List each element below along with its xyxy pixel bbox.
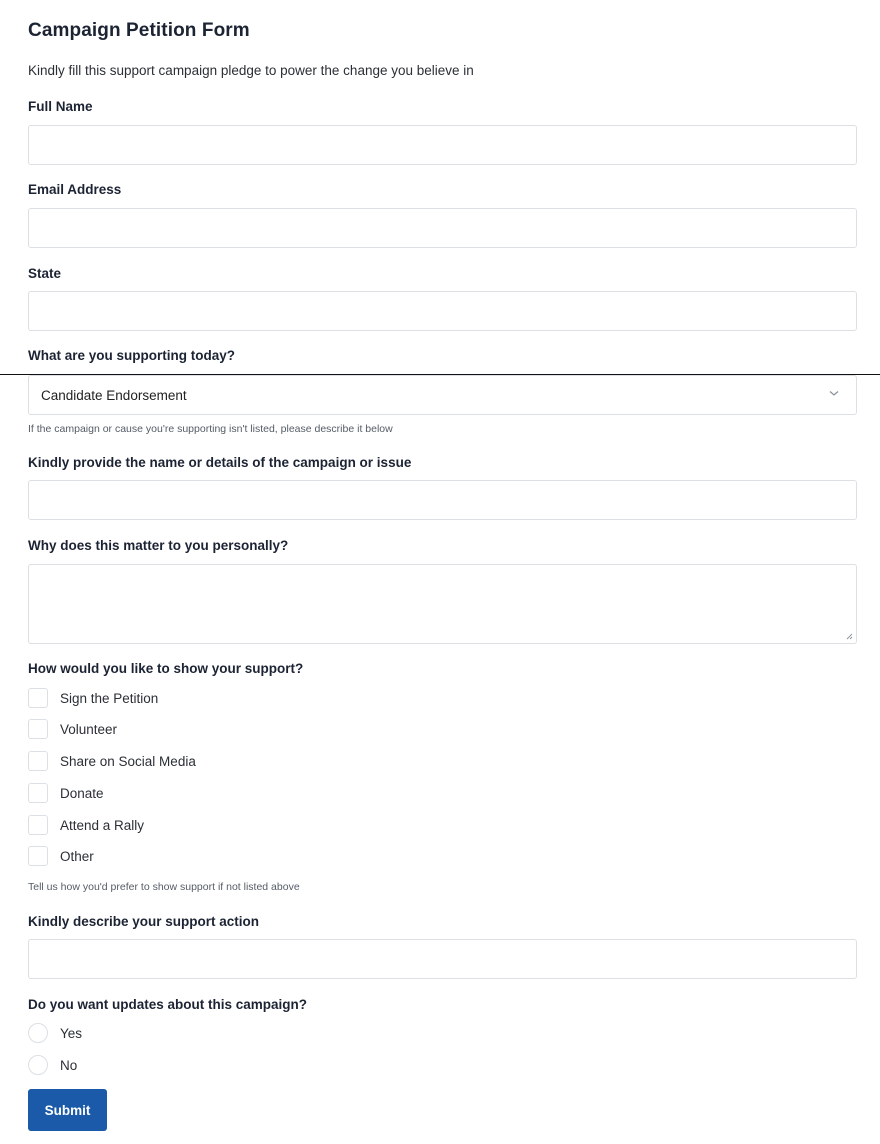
support-option-share-social[interactable] (28, 751, 196, 771)
updates-option-yes[interactable] (28, 1023, 82, 1043)
chevron-down-icon (828, 387, 840, 399)
support-option-donate[interactable] (28, 783, 104, 803)
submit-button[interactable]: Submit (28, 1089, 107, 1131)
full-name-label: Full Name (28, 99, 93, 114)
state-input[interactable] (28, 291, 857, 331)
supporting-selected-value: Candidate Endorsement (41, 387, 187, 403)
checkbox[interactable] (28, 783, 48, 803)
radio-button[interactable] (28, 1055, 48, 1075)
checkbox[interactable] (28, 688, 48, 708)
support-ways-label: How would you like to show your support? (28, 661, 304, 676)
supporting-hint: If the campaign or cause you're supporting isn't listed, please describe it below (28, 423, 393, 435)
updates-option-no[interactable] (28, 1055, 77, 1075)
campaign-details-label: Kindly provide the name or details of the campaign or issue (28, 455, 412, 470)
option-label: Donate (60, 785, 104, 801)
checkbox[interactable] (28, 751, 48, 771)
email-label: Email Address (28, 182, 122, 197)
full-name-input[interactable] (28, 125, 857, 165)
option-label: Other (60, 848, 94, 864)
option-label: Sign the Petition (60, 690, 159, 706)
support-action-input[interactable] (28, 939, 857, 979)
supporting-label: What are you supporting today? (28, 348, 236, 363)
support-option-volunteer[interactable] (28, 719, 117, 739)
supporting-select[interactable] (28, 375, 857, 415)
why-matters-label: Why does this matter to you personally? (28, 538, 289, 553)
option-label: No (60, 1057, 78, 1073)
support-option-attend-rally[interactable] (28, 815, 144, 835)
checkbox[interactable] (28, 719, 48, 739)
form-intro: Kindly fill this support campaign pledge to power the change you believe in (28, 63, 474, 78)
updates-label: Do you want updates about this campaign? (28, 997, 308, 1012)
checkbox[interactable] (28, 846, 48, 866)
option-label: Share on Social Media (60, 753, 196, 769)
radio-button[interactable] (28, 1023, 48, 1043)
support-option-sign-petition[interactable] (28, 688, 158, 708)
option-label: Yes (60, 1025, 83, 1041)
checkbox[interactable] (28, 815, 48, 835)
support-action-label: Kindly describe your support action (28, 914, 260, 929)
why-matters-textarea[interactable] (28, 564, 857, 644)
option-label: Volunteer (60, 721, 118, 737)
form-title: Campaign Petition Form (28, 20, 250, 41)
option-label: Attend a Rally (60, 817, 145, 833)
campaign-details-input[interactable] (28, 480, 857, 520)
state-label: State (28, 266, 62, 281)
support-ways-hint: Tell us how you'd prefer to show support if not listed above (28, 881, 300, 893)
resize-grip-icon[interactable] (846, 633, 853, 640)
support-option-other[interactable] (28, 846, 94, 866)
email-input[interactable] (28, 208, 857, 248)
